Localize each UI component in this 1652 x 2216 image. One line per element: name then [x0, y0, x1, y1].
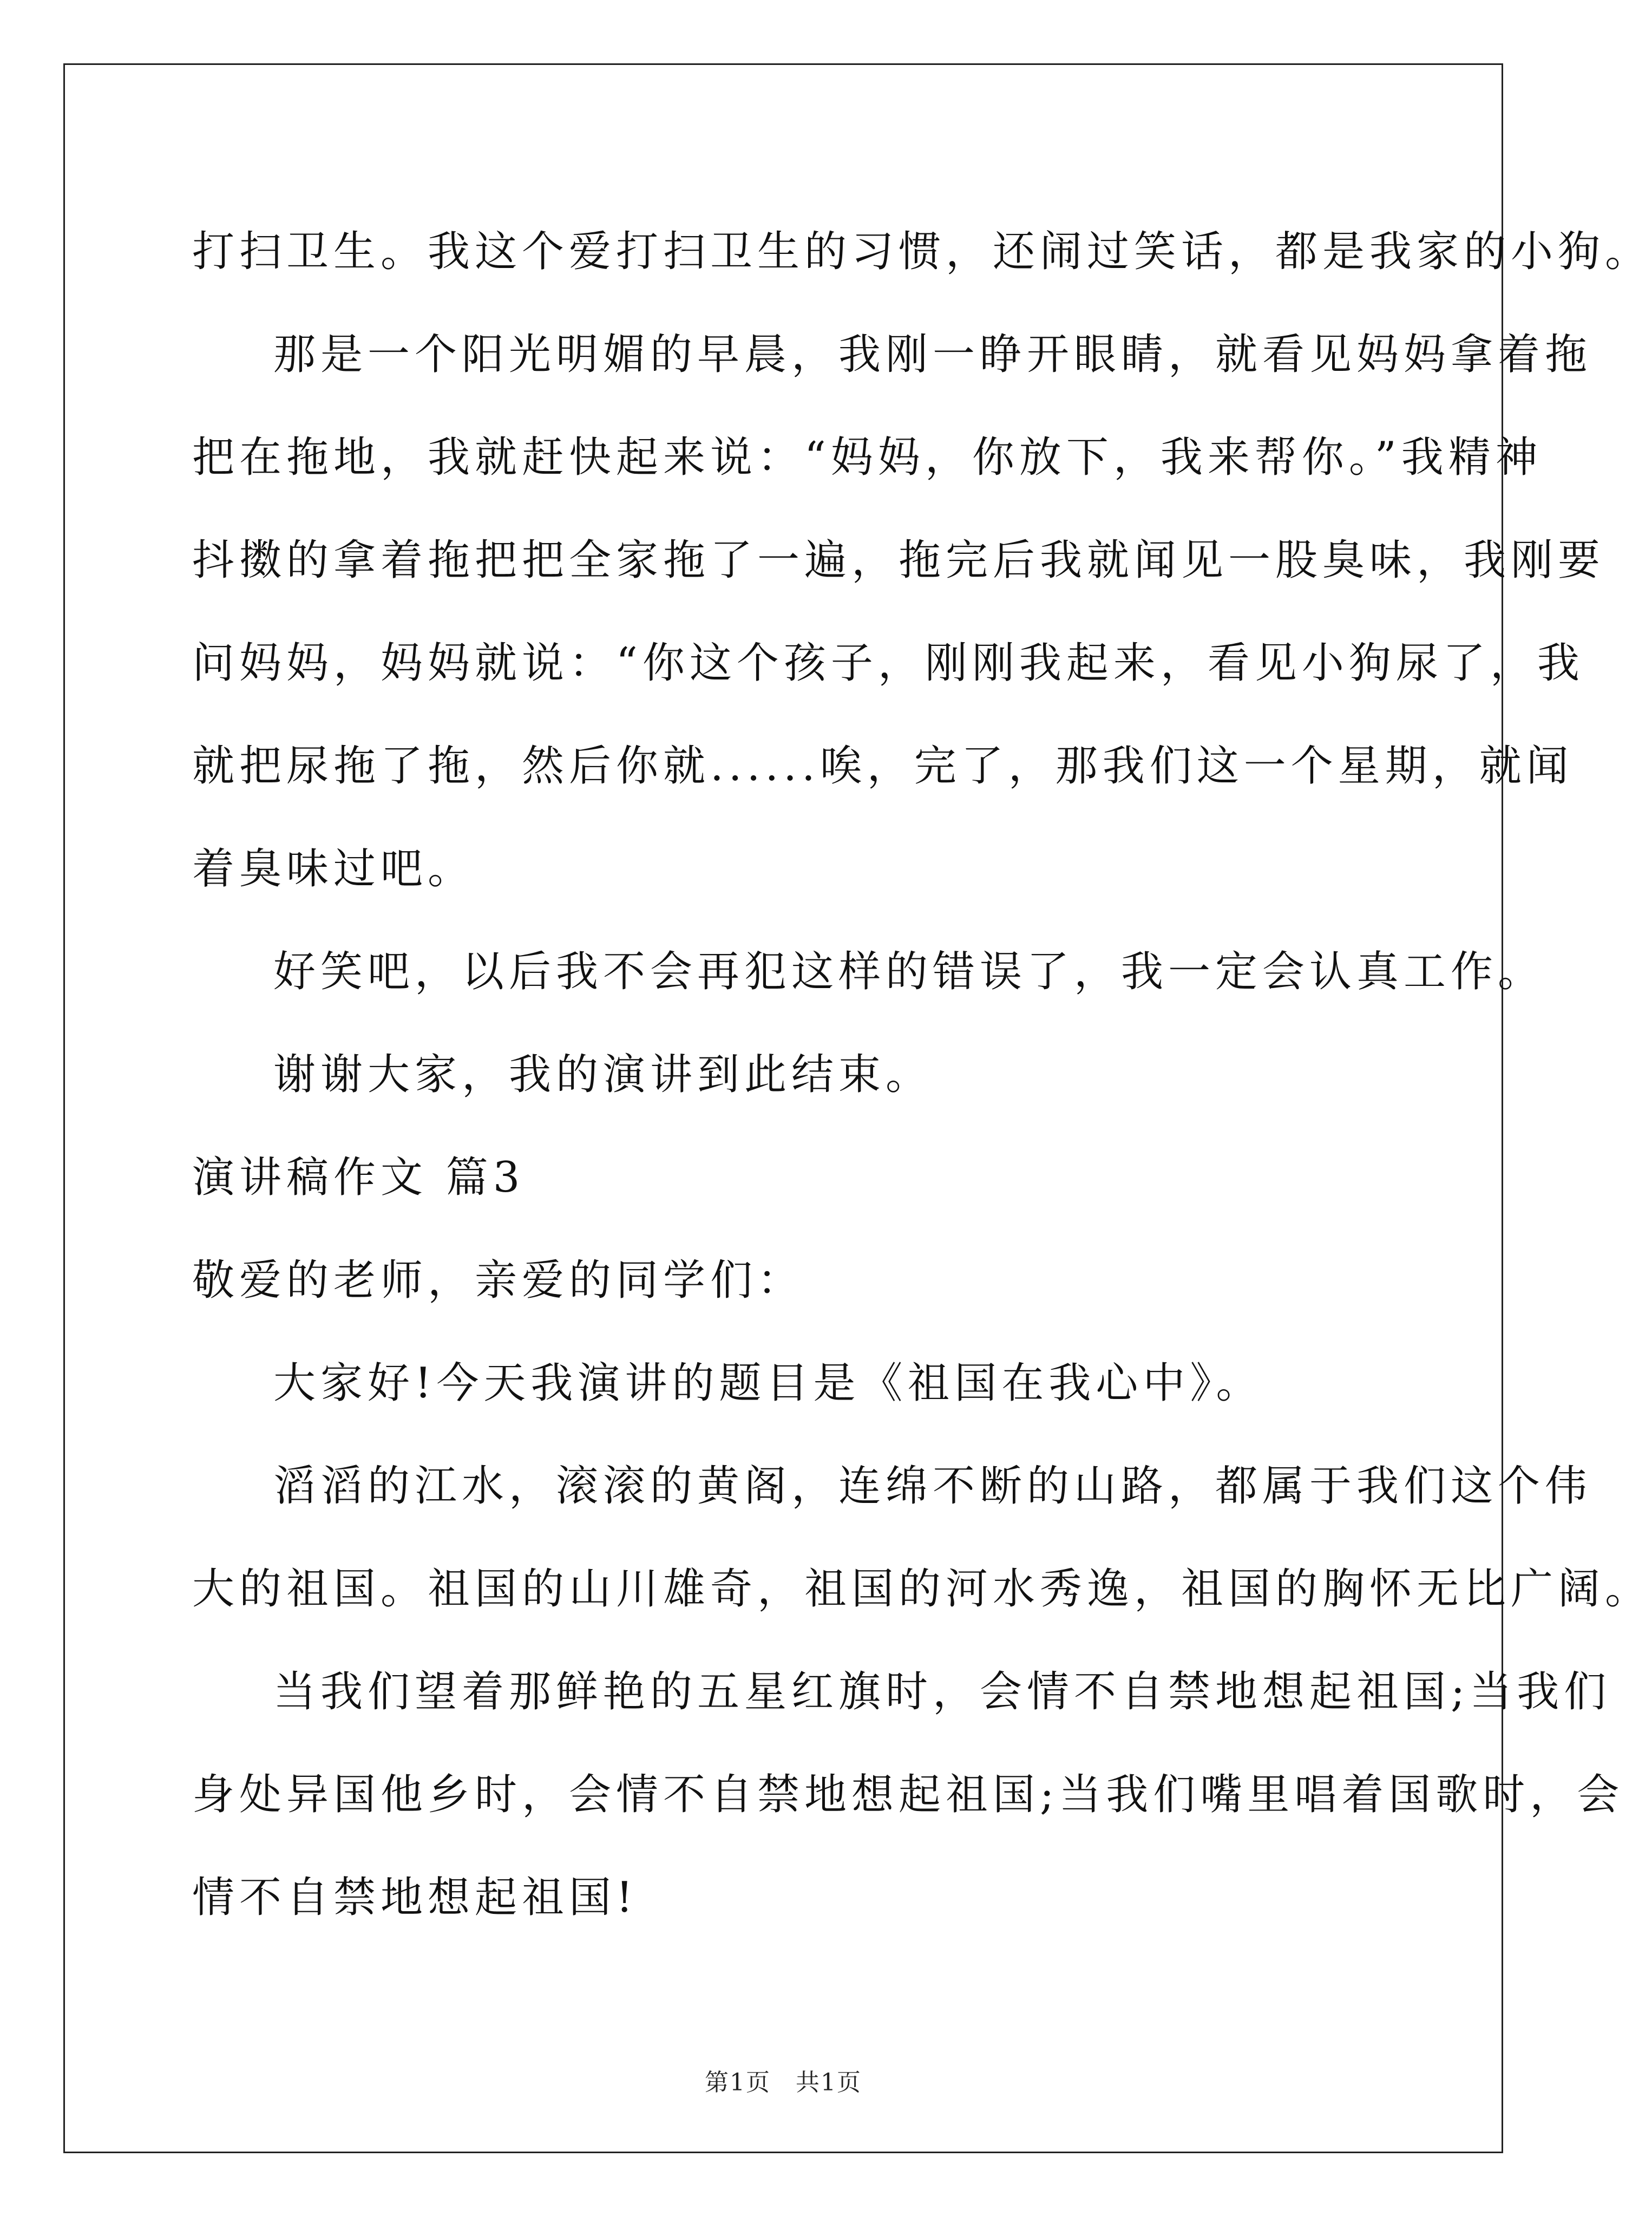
document-body: [192, 200, 1652, 1949]
page-footer: 第1页 共1页: [705, 2069, 862, 2096]
text-line: 滔滔的江水，滚滚的黄阁，连绵不断的山路，都属于我们这个伟: [273, 1462, 1592, 1511]
salutation: 敬爱的老师，亲爱的同学们：: [192, 1256, 805, 1305]
text-line: 打扫卫生。我这个爱打扫卫生的习惯，还闹过笑话，都是我家的小狗。: [192, 227, 1652, 276]
text-line: 问妈妈，妈妈就说：“你这个孩子，刚刚我起来，看见小狗尿了，我: [192, 639, 1584, 688]
text-line: 大的祖国。祖国的山川雄奇，祖国的河水秀逸，祖国的胸怀无比广阔。: [192, 1565, 1652, 1613]
section-heading: 演讲稿作文 篇3: [192, 1153, 525, 1202]
text-line: 大家好!今天我演讲的题目是《祖国在我心中》。: [273, 1359, 1263, 1408]
text-line: 就把尿拖了拖，然后你就......唉，完了，那我们这一个星期，就闻: [192, 742, 1574, 790]
text-line: 那是一个阳光明媚的早晨，我刚一睁开眼睛，就看见妈妈拿着拖: [273, 330, 1592, 379]
text-line: 当我们望着那鲜艳的五星红旗时，会情不自禁地想起祖国;当我们: [273, 1668, 1611, 1716]
text-line: 身处异国他乡时，会情不自禁地想起祖国;当我们嘴里唱着国歌时，会: [192, 1770, 1624, 1819]
text-line: 把在拖地，我就赶快起来说：“妈妈，你放下，我来帮你。”我精神: [192, 433, 1543, 482]
text-line: 谢谢大家，我的演讲到此结束。: [273, 1050, 933, 1099]
text-line: 着臭味过吧。: [192, 845, 475, 893]
text-line: 情不自禁地想起祖国!: [192, 1873, 638, 1922]
text-line: 抖擞的拿着拖把把全家拖了一遍，拖完后我就闻见一股臭味，我刚要: [192, 536, 1605, 585]
text-line: 好笑吧，以后我不会再犯这样的错误了，我一定会认真工作。: [273, 947, 1545, 996]
